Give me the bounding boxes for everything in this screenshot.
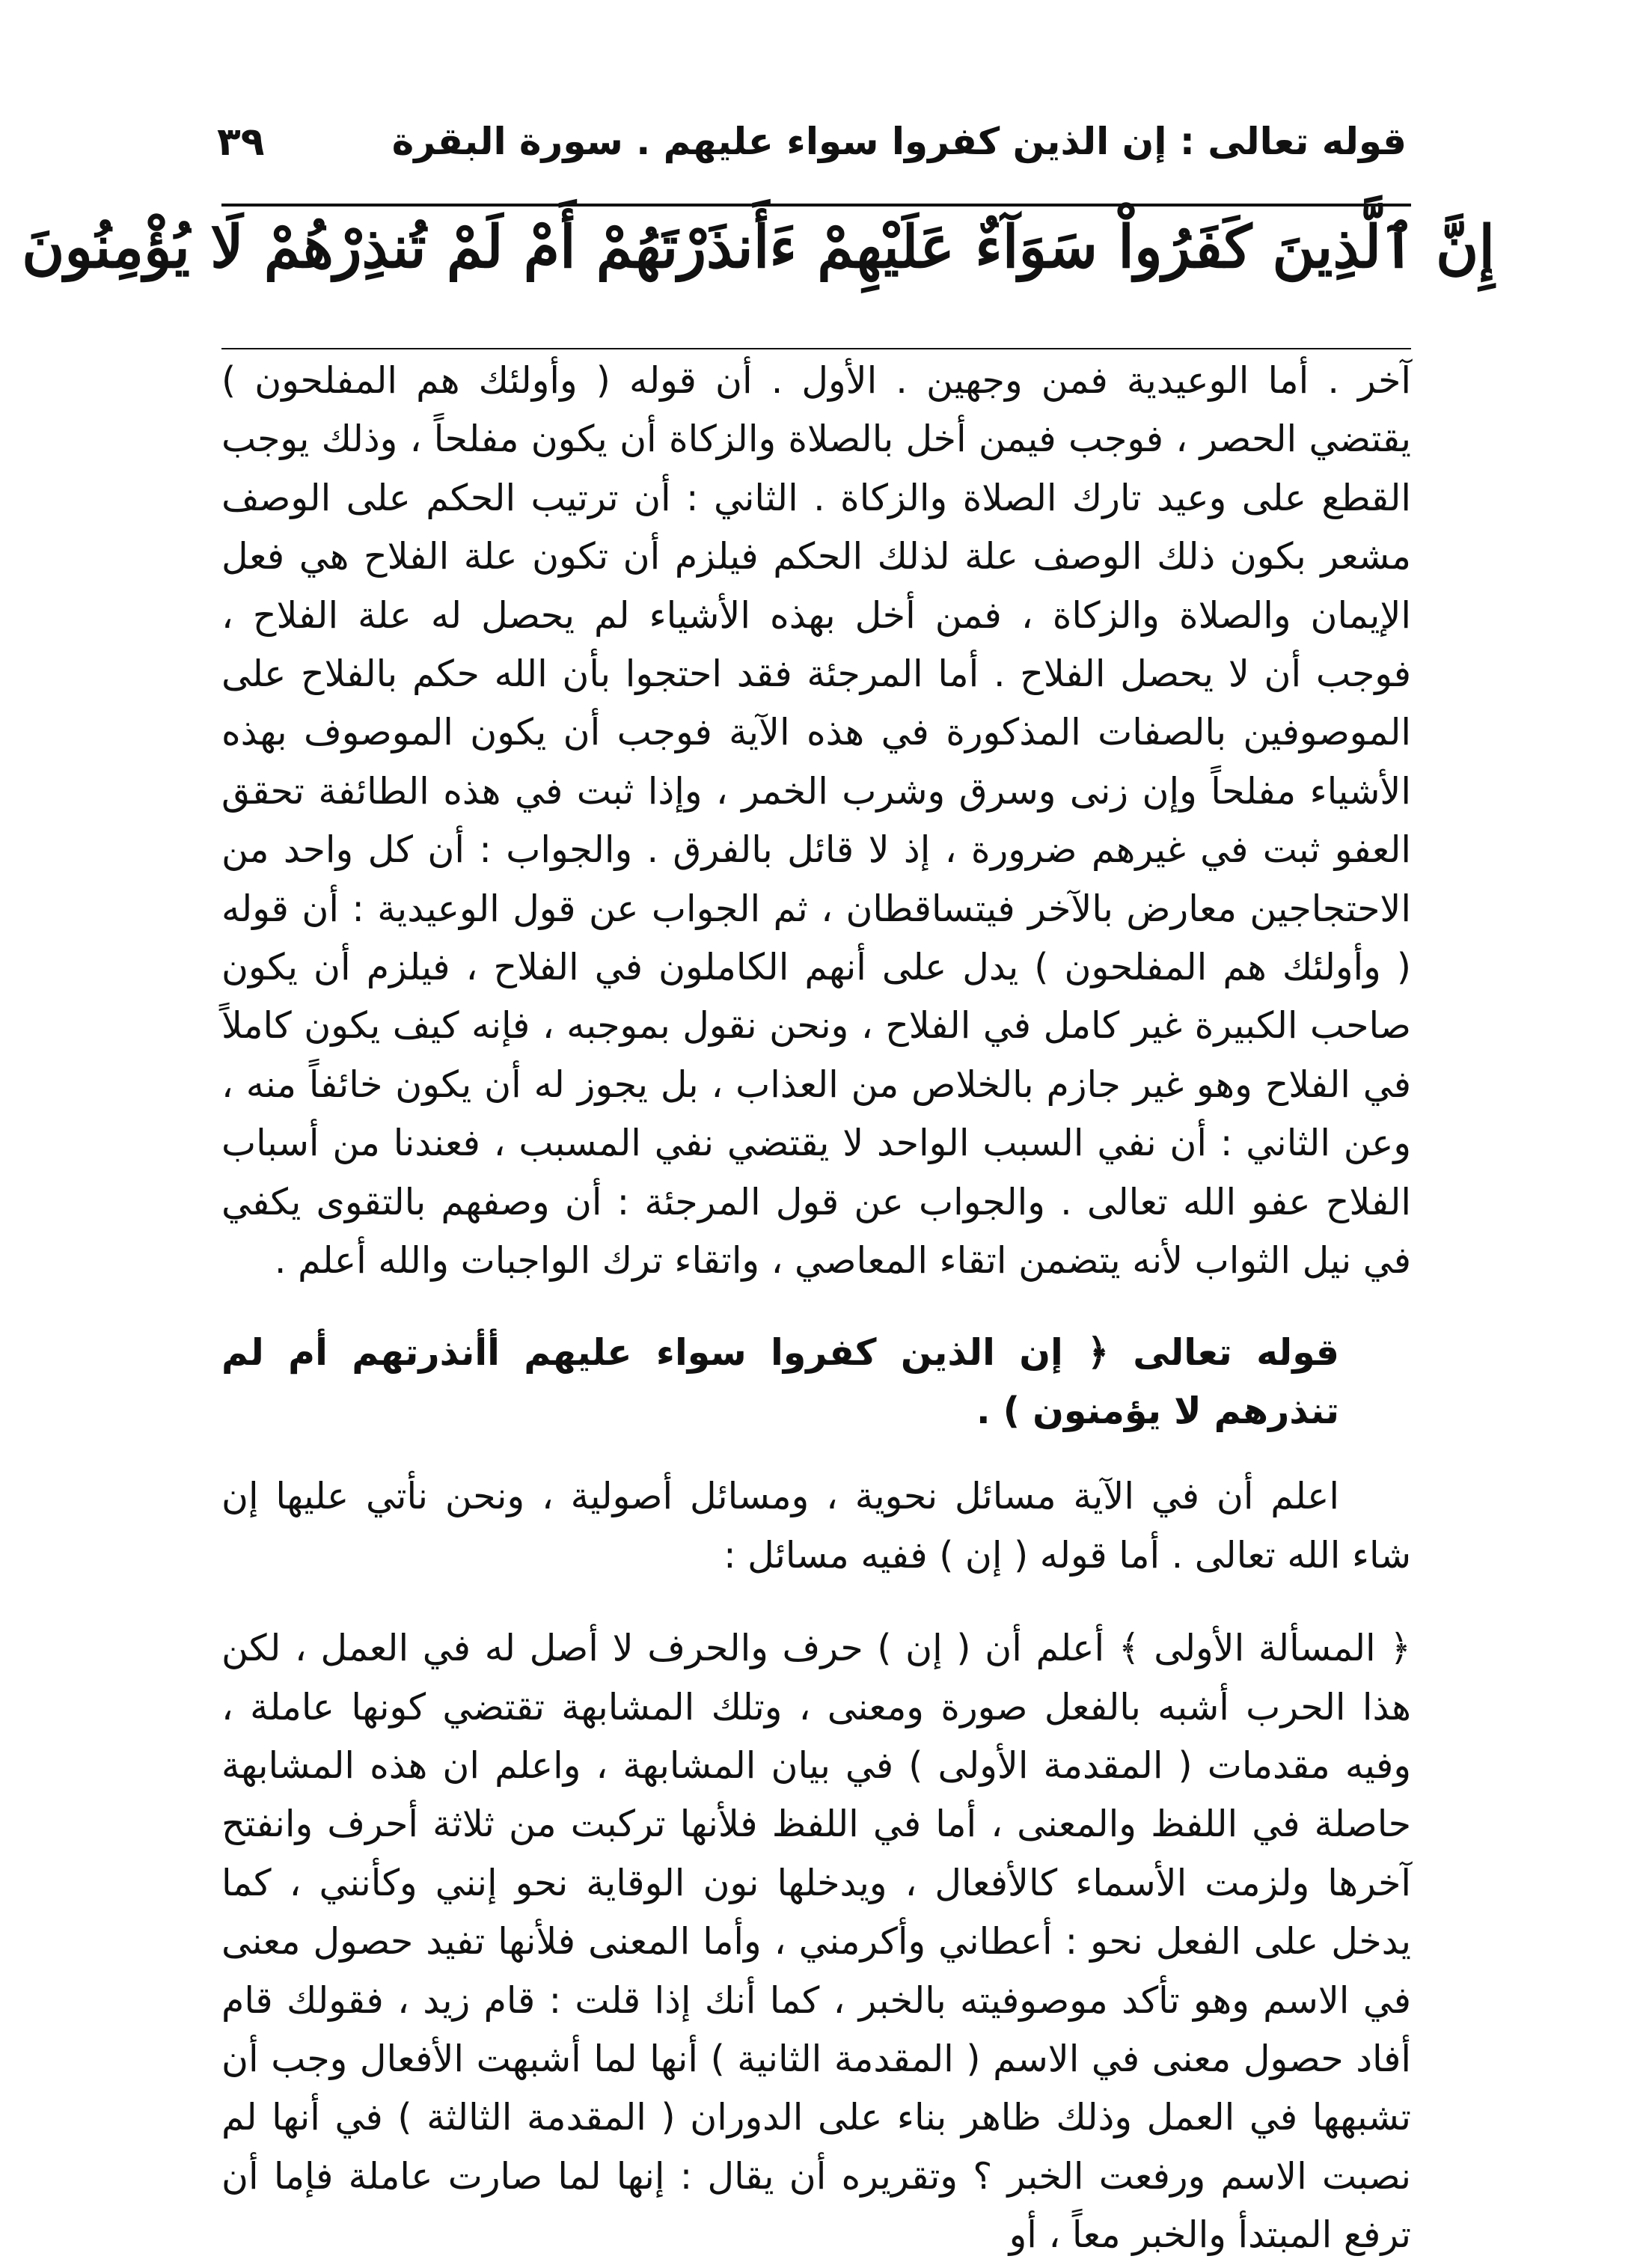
quran-verse <box>22 213 1495 283</box>
paragraph: ﴿ المسألة الأولى ﴾ أعلم أن ( إن ) حرف والحرف لا أصل له في العمل ، لكن هذا الحرب أشبه بالفعل صورة ومعنى ، وتلك المشابهة تقتضي كونها عاملة ، وفيه مقدمات ( المقدمة الأولى ) في بيان المشابهة ، واعلم ان هذه المشابهة حاصلة في اللفظ والمعنى ، أما في اللفظ فلأنها تركبت من ثلاثة أحرف وانفتح آخرها ولزمت الأسماء كالأفعال ، ويدخلها نون الوقاية نحو إنني وكأنني ، كما يدخل على الفعل نحو : أعطاني وأكرمني ، وأما المعنى فلأنها تفيد حصول معنى في الاسم وهو تأكد موصوفيته بالخبر ، كما أنك إذا قلت : قام زيد ، فقولك قام أفاد حصول معنى في الاسم ( المقدمة الثانية ) أنها لما أشبهت الأفعال وجب أن تشبهها في العمل وذلك ظاهر بناء على الدوران ( المقدمة الثالثة ) في أنها لم نصبت الاسم ورفعت الخبر ؟ وتقريره أن يقال : إنها لما صارت عاملة فإما أن ترفع المبتدأ والخبر معاً ، أو <box>221 1627 1411 2257</box>
verse-text: إِنَّ ٱلَّذِينَ كَفَرُواْ سَوَآءٌ عَلَيْهِمْ ءَأَنذَرْتَهُمْ أَمْ لَمْ تُنذِرْهُمْ لَا يُؤْمِنُونَ <box>22 213 1495 281</box>
running-title: قوله تعالى : إن الذين كفروا سواء عليهم . سورة البقرة <box>391 120 1407 163</box>
paragraph: اعلم أن في الآية مسائل نحوية ، ومسائل أصولية ، ونحن نأتي عليها إن شاء الله تعالى . أما قوله ( إن ) ففيه مسائل : <box>221 1475 1411 1577</box>
verse-rule <box>221 348 1411 349</box>
header-rule <box>221 204 1411 207</box>
paragraph-verse-heading: قوله تعالى ﴿ إن الذين كفروا سواء عليهم أأنذرتهم أم لم تنذرهم لا يؤمنون ) . <box>221 1330 1339 1432</box>
page-header <box>217 112 1407 180</box>
page-number: ٣٩ <box>217 120 265 165</box>
paragraph: آخر . أما الوعيدية فمن وجهين . الأول . أن قوله ( وأولئك هم المفلحون ) يقتضي الحصر ، فوجب فيمن أخل بالصلاة والزكاة أن يكون مفلحاً ، وذلك يوجب القطع على وعيد تارك الصلاة والزكاة . الثاني : أن ترتيب الحكم على الوصف مشعر بكون ذلك الوصف علة لذلك الحكم فيلزم أن تكون علة الفلاح هي فعل الإيمان والصلاة والزكاة ، فمن أخل بهذه الأشياء لم يحصل له علة الفلاح ، فوجب أن لا يحصل الفلاح . أما المرجئة فقد احتجوا بأن الله حكم بالفلاح على الموصوفين بالصفات المذكورة في هذه الآية فوجب أن يكون الموصوف بهذه الأشياء مفلحاً وإن زنى وسرق وشرب الخمر ، وإذا ثبت في هذه الطائفة تحقق العفو ثبت في غيرهم ضرورة ، إذ لا قائل بالفرق . والجواب : أن كل واحد من الاحتجاجين معارض بالآخر فيتساقطان ، ثم الجواب عن قول الوعيدية : أن قوله ( وأولئك هم المفلحون ) يدل على أنهم الكاملون في الفلاح ، فيلزم أن يكون صاحب الكبيرة غير كامل في الفلاح ، ونحن نقول بموجبه ، فإنه كيف يكون كاملاً في الفلاح وهو غير جازم بالخلاص من العذاب ، بل يجوز له أن يكون خائفاً منه ، وعن الثاني : أن نفي السبب الواحد لا يقتضي نفي المسبب ، فعندنا من أسباب الفلاح عفو الله تعالى . والجواب عن قول المرجئة : أن وصفهم بالتقوى يكفي في نيل الثواب لأنه يتضمن اتقاء المعاصي ، واتقاء ترك الواجبات والله أعلم . <box>221 359 1411 1283</box>
commentary-text <box>221 352 1411 2265</box>
